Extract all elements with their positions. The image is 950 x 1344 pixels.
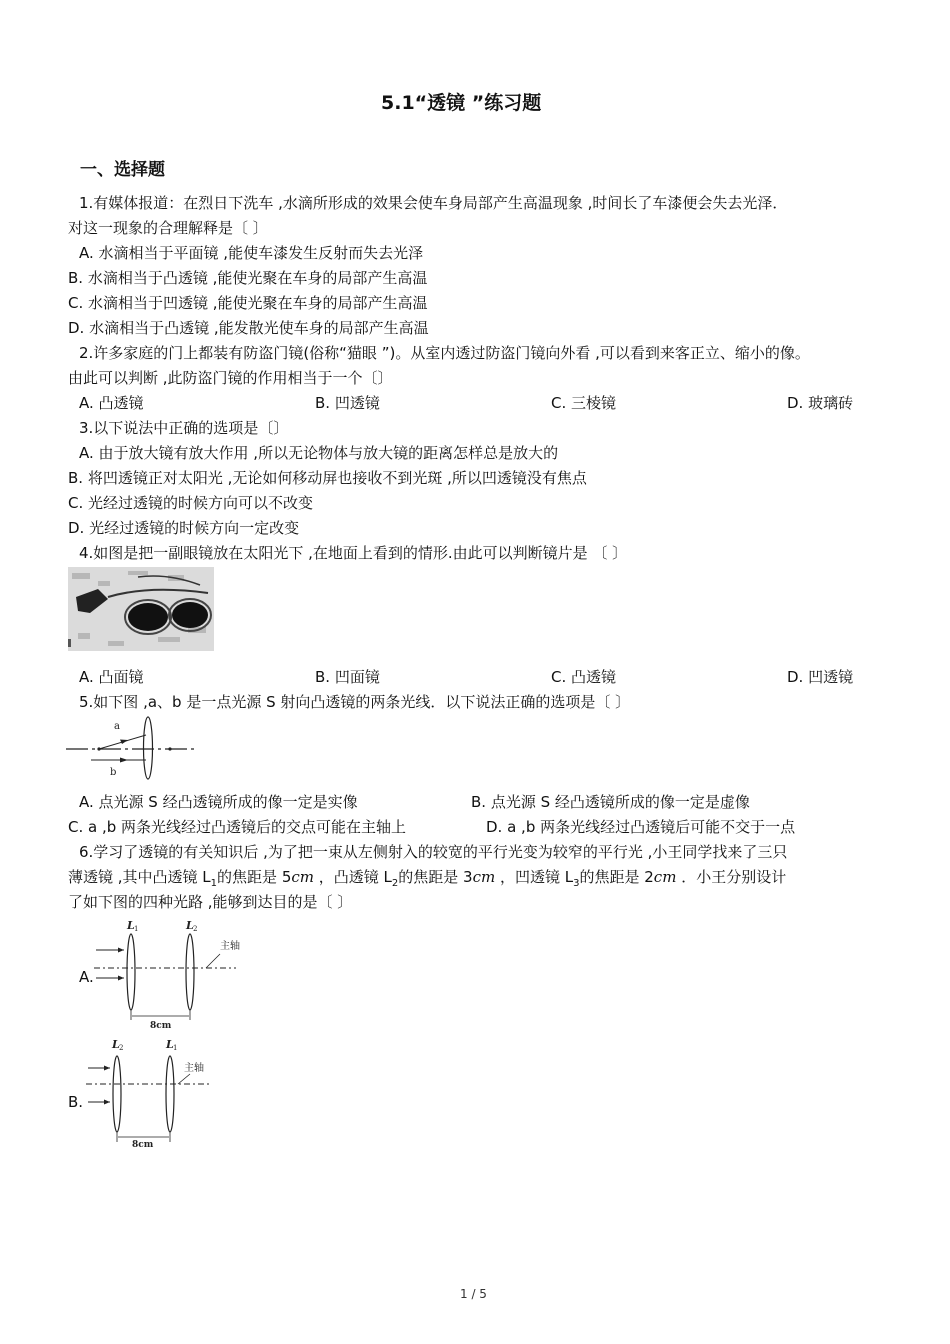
q6-option-a-label: A. (79, 968, 94, 986)
q6-figure-b (86, 1036, 212, 1150)
q2-option-c: C. 三棱镜 (551, 394, 617, 412)
lens1-label: L (127, 919, 135, 932)
q6-line2-part-a: 薄透镜 ,其中凸透镜 L (68, 868, 211, 886)
q6-line2 (68, 867, 786, 894)
unit-cm: cm (653, 868, 677, 886)
lens2-subscript: 1 (173, 1044, 178, 1052)
q6-line2-part-b: 的焦距是 5 (217, 868, 292, 886)
subscript: 2 (391, 878, 399, 889)
ray-a-label: a (114, 721, 120, 732)
lens1-label: L (112, 1038, 120, 1051)
q3-option-c: C. 光经过透镜的时候方向可以不改变 (68, 494, 314, 512)
q5-option-b: B. 点光源 S 经凸透镜所成的像一定是虚像 (471, 793, 750, 811)
q2-option-b: B. 凹透镜 (315, 394, 380, 412)
q4-option-a: A. 凸面镜 (79, 668, 144, 686)
q5-stem: 5.如下图 ,a、b 是一点光源 S 射向凸透镜的两条光线．以下说法正确的选项是〔 〕 (79, 693, 631, 711)
q3-option-a: A. 由于放大镜有放大作用 ,所以无论物体与放大镜的距离怎样总是放大的 (79, 444, 559, 462)
lens2-label: L (186, 919, 194, 932)
subscript: 1 (210, 878, 218, 889)
q4-option-c: C. 凸透镜 (551, 668, 617, 686)
q1-stem-line2: 对这一现象的合理解释是〔 〕 (68, 219, 268, 237)
unit-cm: cm (291, 868, 314, 886)
page-number: 1 / 5 (460, 1287, 487, 1301)
q6-line3: 了如下图的四种光路 ,能够到达目的是〔 〕 (68, 893, 353, 911)
q6-line2-part-d: 的焦距是 3 (398, 868, 473, 886)
q6-line2-part-g: ．小王分别设计 (676, 868, 787, 886)
q6-line2-part-f: 的焦距是 2 (579, 868, 654, 886)
distance-label: 8cm (150, 1021, 172, 1031)
q2-option-a: A. 凸透镜 (79, 394, 144, 412)
lens1-subscript: 2 (119, 1044, 124, 1052)
q1-option-d: D. 水滴相当于凸透镜 ,能发散光使车身的局部产生高温 (68, 319, 429, 337)
q6-option-b-label: B. (68, 1093, 84, 1111)
q6-figure-a (94, 916, 248, 1032)
page-title: 5.1“透镜 ”练习题 (381, 92, 542, 114)
q5-option-d: D. a ,b 两条光线经过凸透镜后可能不交于一点 (486, 818, 796, 836)
q1-stem-line1: 1.有媒体报道：在烈日下洗车 ,水滴所形成的效果会使车身局部产生高温现象 ,时间长了车漆便会失去光泽． (79, 194, 788, 212)
distance-label: 8cm (132, 1140, 154, 1150)
axis-label: 主轴 (220, 941, 240, 952)
q5-option-c: C. a ,b 两条光线经过凸透镜后的交点可能在主轴上 (68, 818, 407, 836)
q4-option-d: D. 凹透镜 (787, 668, 854, 686)
unit-cm: cm (472, 868, 496, 886)
q1-option-b: B. 水滴相当于凸透镜 ,能使光聚在车身的局部产生高温 (68, 269, 428, 287)
glasses-shadow-figure (68, 567, 214, 651)
q6-line1: 6.学习了透镜的有关知识后 ,为了把一束从左侧射入的较宽的平行光变为较窄的平行光 ,小王同学找来了三只 (79, 843, 788, 861)
q6-line2-part-c: ，凸透镜 L (313, 868, 392, 886)
subscript: 3 (573, 878, 580, 889)
q5-option-a: A. 点光源 S 经凸透镜所成的像一定是实像 (79, 793, 358, 811)
lens1-subscript: 1 (134, 925, 139, 933)
q4-stem: 4.如图是把一副眼镜放在太阳光下 ,在地面上看到的情形.由此可以判断镜片是 〔 〕 (79, 544, 628, 562)
section-heading: 一、选择题 (80, 160, 165, 180)
axis-label: 主轴 (184, 1063, 204, 1074)
q2-stem-line2: 由此可以判断 ,此防盗门镜的作用相当于一个〔〕 (68, 369, 393, 387)
q2-option-d: D. 玻璃砖 (787, 394, 854, 412)
q3-option-b: B. 将凹透镜正对太阳光 ,无论如何移动屏也接收不到光斑 ,所以凹透镜没有焦点 (68, 469, 587, 487)
q1-option-a: A. 水滴相当于平面镜 ,能使车漆发生反射而失去光泽 (79, 244, 424, 262)
lens2-subscript: 2 (193, 925, 198, 933)
q6-line2-part-e: ，凹透镜 L (495, 868, 574, 886)
q4-option-b: B. 凹面镜 (315, 668, 380, 686)
convex-lens-rays-figure (66, 713, 198, 781)
q3-option-d: D. 光经过透镜的时候方向一定改变 (68, 519, 300, 537)
q2-stem-line1: 2.许多家庭的门上都装有防盗门镜(俗称“猫眼 ”)。从室内透过防盗门镜向外看 ,可以看到来客正立、缩小的像。 (79, 344, 810, 362)
lens2-label: L (166, 1038, 174, 1051)
q3-stem: 3.以下说法中正确的选项是〔〕 (79, 419, 289, 437)
ray-b-label: b (110, 767, 117, 778)
q1-option-c: C. 水滴相当于凹透镜 ,能使光聚在车身的局部产生高温 (68, 294, 428, 312)
